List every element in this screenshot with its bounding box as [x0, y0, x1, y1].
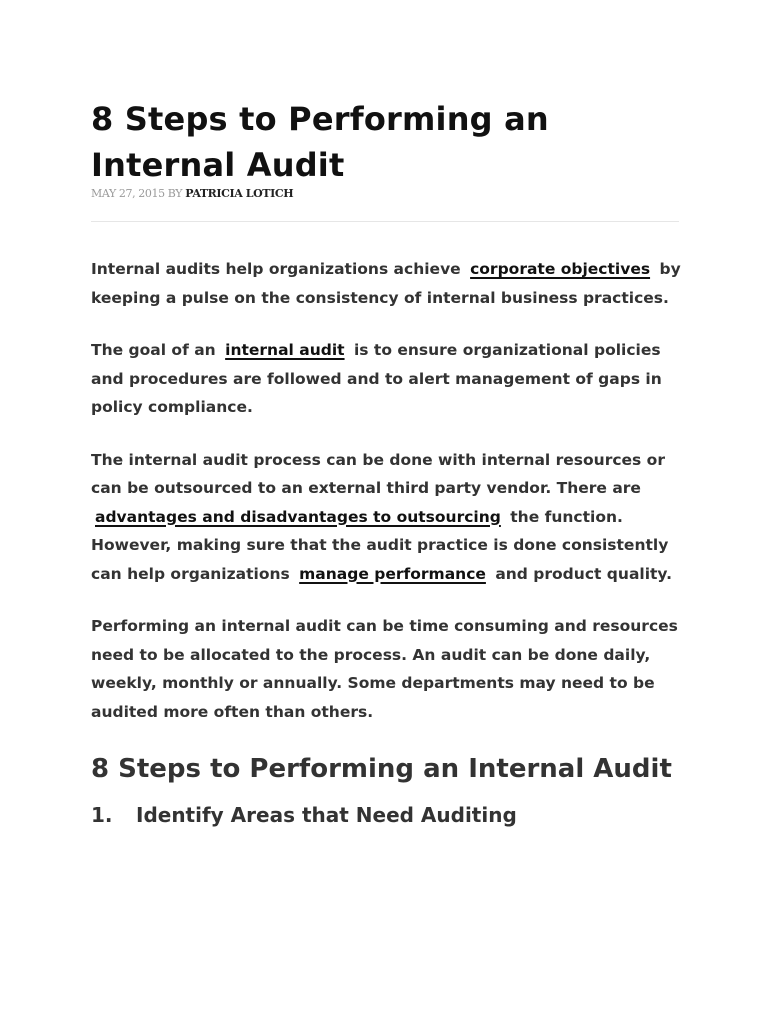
post-author-link[interactable]: PATRICIA LOTICH — [185, 187, 294, 200]
intro-paragraph — [91, 255, 681, 312]
section-heading: 8 Steps to Performing an Internal Audit — [91, 754, 672, 784]
post-date: MAY 27, 2015 BY — [91, 187, 186, 200]
paragraph-text: and product quality. — [495, 564, 673, 583]
paragraph-text: Performing an internal audit can be time consuming and resources need to be allocated to the process. An audit can be done daily, weekly, monthly or annually. Some departments may need to be audited more often than others. — [91, 617, 678, 721]
process-paragraph — [91, 446, 681, 589]
paragraph-text: Internal audits help organizations achieve — [91, 260, 461, 278]
internal-audit-link[interactable]: internal audit — [225, 341, 345, 359]
paragraph-text: is to ensure organizational policies and procedures are followed and to alert management of gaps in policy compliance. — [91, 341, 662, 416]
corporate-objectives-link[interactable]: corporate objectives — [470, 260, 651, 278]
resources-paragraph — [91, 612, 681, 726]
outsourcing-link[interactable]: advantages and disadvantages to outsourcing — [95, 507, 501, 526]
paragraph-text: The internal audit process can be done with internal resources or can be outsourced to an external third party vendor. There are — [91, 450, 665, 497]
paragraph-text: by keeping a pulse on the consistency of internal business practices. — [91, 260, 681, 307]
paragraph-text: the function. However, making sure that the audit practice is done consistently can help organizations — [91, 507, 669, 583]
step-title: Identify Areas that Need Auditing — [136, 803, 517, 827]
post-meta — [91, 187, 681, 201]
goal-paragraph — [91, 336, 681, 422]
article — [91, 96, 681, 829]
step-number: 1. — [91, 803, 113, 827]
meta-divider — [91, 221, 679, 222]
paragraph-text: The goal of an — [91, 341, 216, 359]
article-title: 8 Steps to Performing an Internal Audit — [91, 100, 549, 184]
manage-performance-link[interactable]: manage performance — [299, 564, 486, 583]
step-heading — [91, 801, 681, 829]
